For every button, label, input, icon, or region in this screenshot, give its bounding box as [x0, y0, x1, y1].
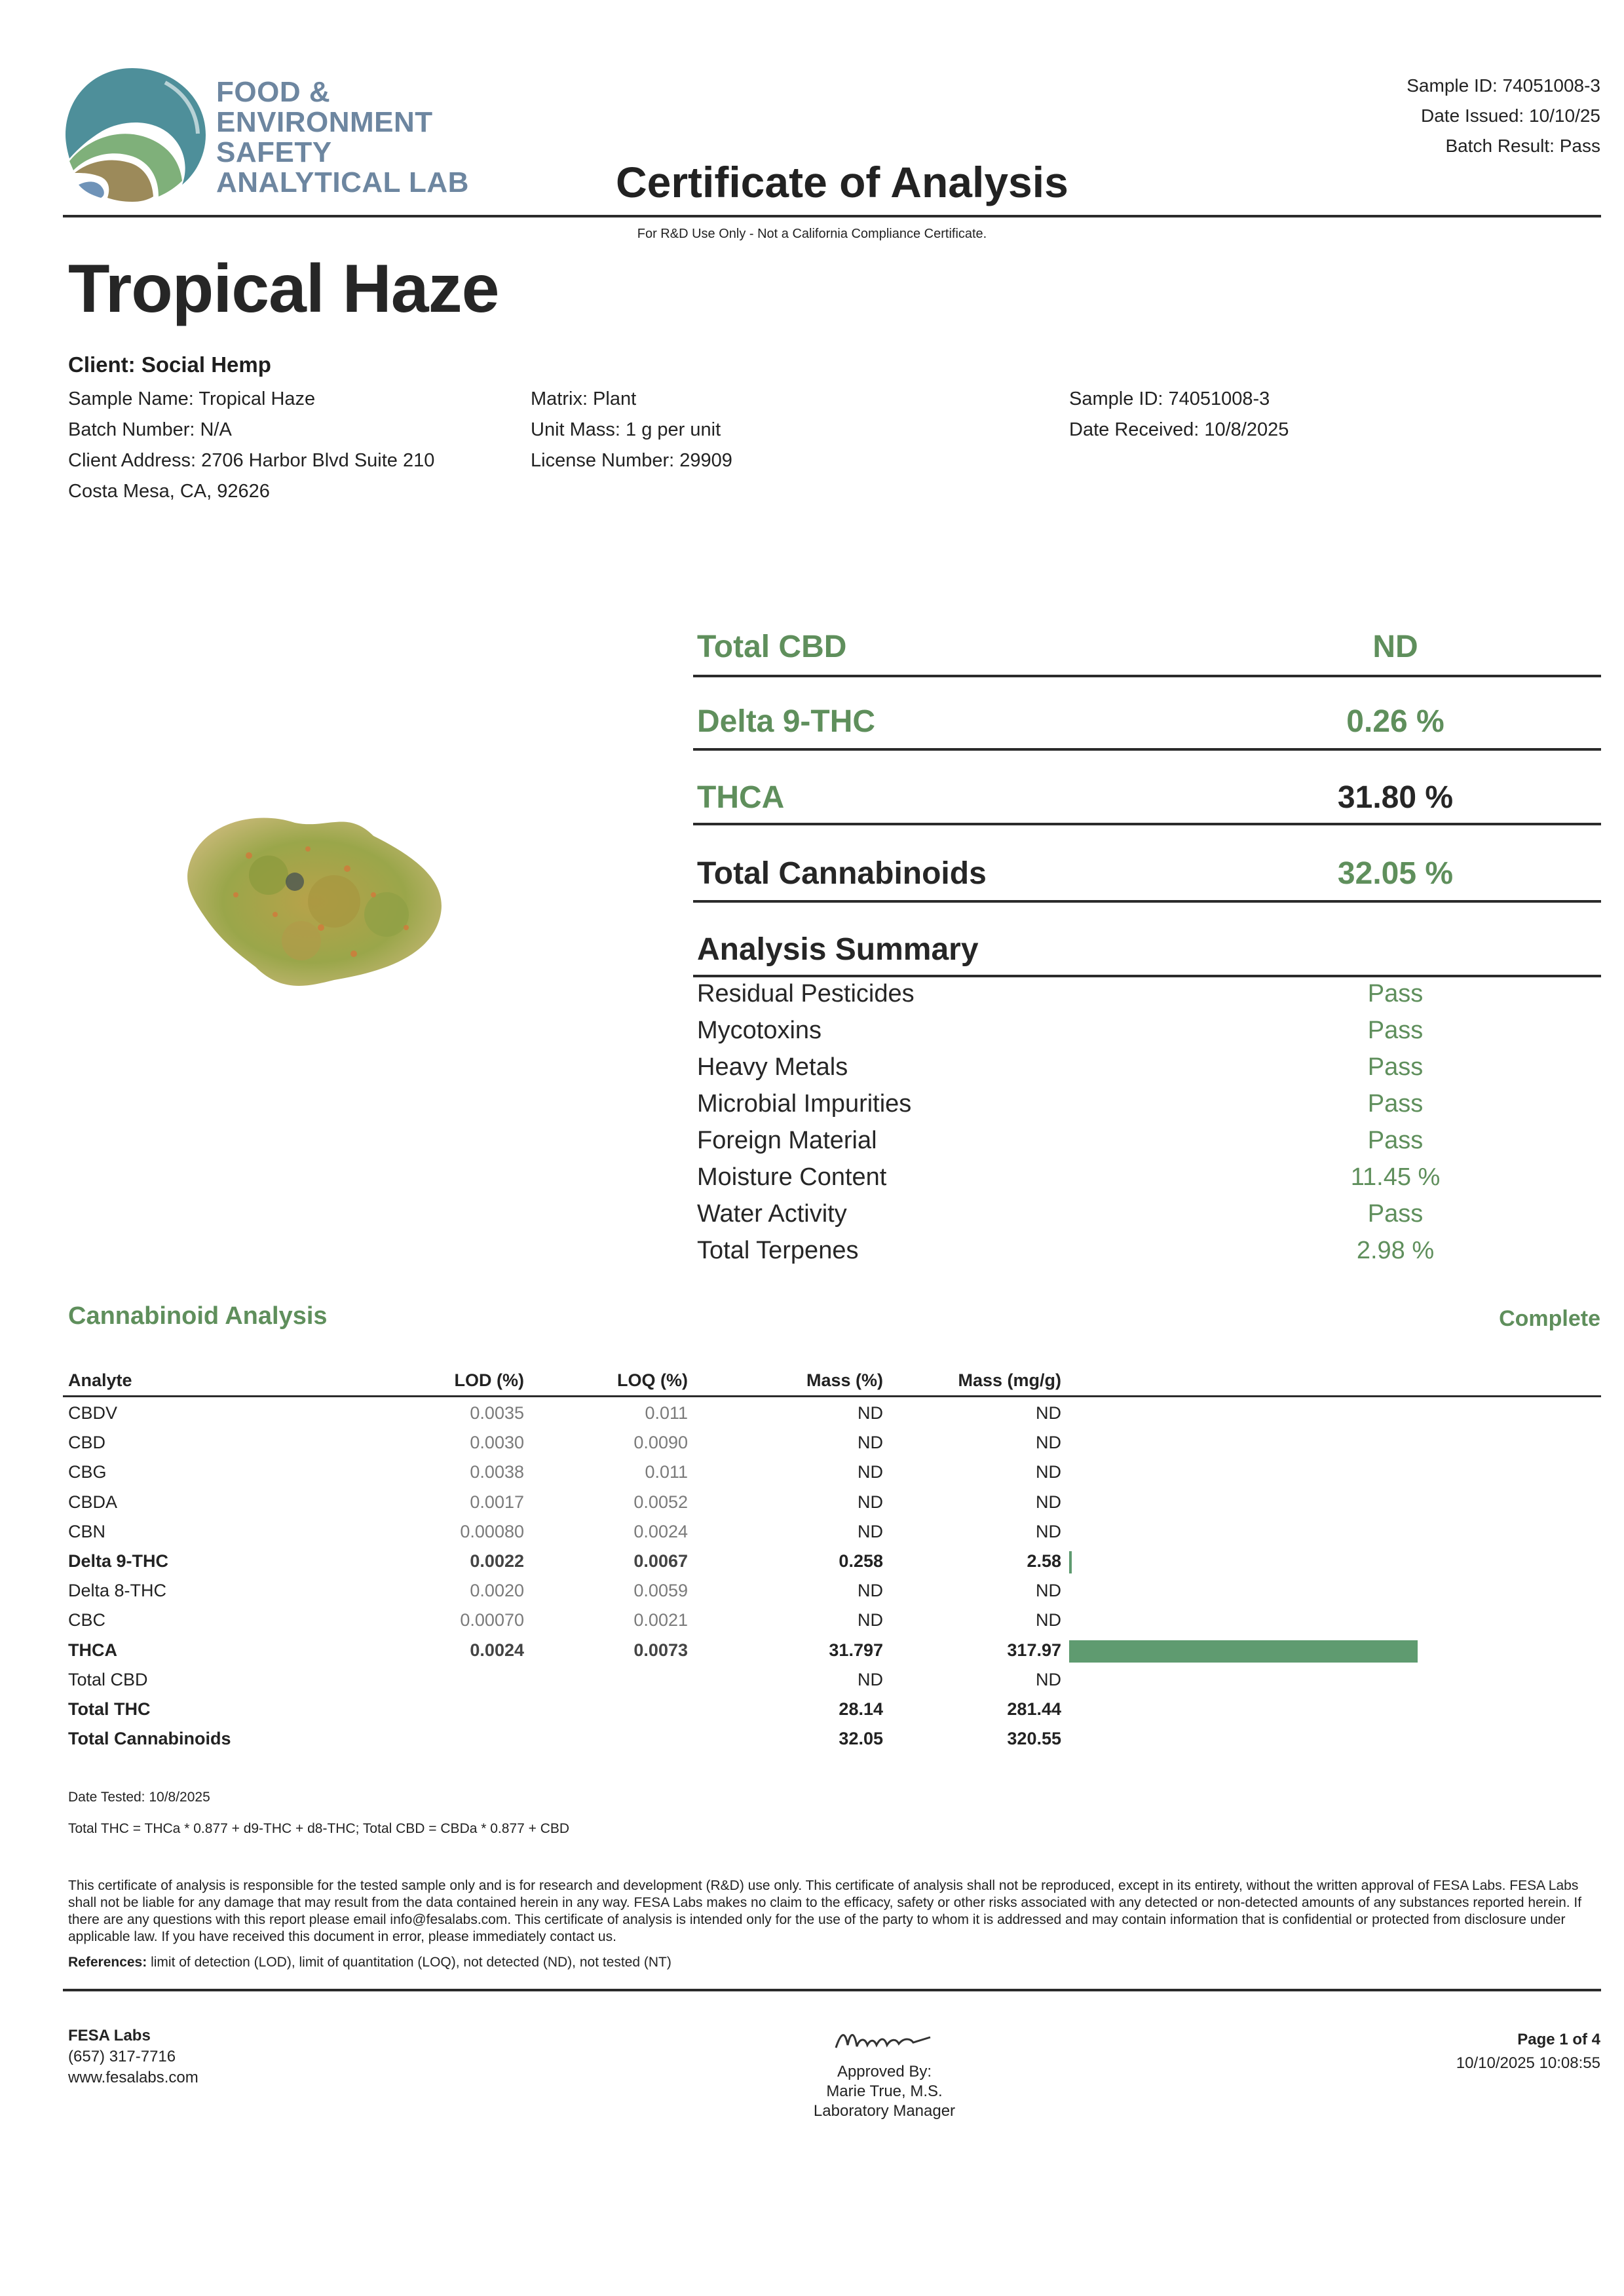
table-row: [0, 1670, 1624, 1699]
lod-cell: 0.00080: [460, 1521, 524, 1541]
mass-mg-cell: 281.44: [1007, 1699, 1061, 1719]
summary-value: 2.98 %: [1356, 1237, 1435, 1264]
summary-value: Pass: [1367, 1200, 1424, 1228]
analyte-cell: THCA: [68, 1640, 117, 1660]
summary-label: Foreign Material: [697, 1127, 877, 1154]
mass-mg-cell: ND: [1036, 1669, 1061, 1689]
highlight-total-cannabinoids-label: Total Cannabinoids: [697, 856, 987, 891]
analyte-cell: Total CBD: [68, 1669, 148, 1689]
summary-value: Pass: [1367, 1127, 1424, 1154]
highlight-divider: [693, 823, 1601, 825]
highlight-thca-label: THCA: [697, 780, 785, 815]
mass-pct-cell: ND: [858, 1521, 883, 1541]
summary-row: [697, 1200, 1601, 1237]
summary-label: Total Terpenes: [697, 1237, 859, 1264]
mass-pct-cell: ND: [858, 1610, 883, 1630]
analyte-cell: CBDA: [68, 1492, 118, 1512]
analyte-cell: CBD: [68, 1433, 106, 1453]
table-row: [0, 1551, 1624, 1581]
table-row: [0, 1433, 1624, 1462]
footer-website: www.fesalabs.com: [68, 2069, 198, 2086]
mass-mg-cell: ND: [1036, 1492, 1061, 1512]
mass-bar: [1069, 1640, 1418, 1663]
lod-cell: 0.0024: [470, 1640, 524, 1660]
summary-value: Pass: [1367, 1090, 1424, 1118]
analyte-cell: Total Cannabinoids: [68, 1729, 231, 1749]
mass-pct-cell: ND: [858, 1492, 883, 1512]
approved-by-label: Approved By:: [837, 2063, 932, 2080]
col-header-mass-pct: Mass (%): [806, 1370, 883, 1390]
summary-value: Pass: [1367, 1017, 1424, 1044]
table-row: [0, 1522, 1624, 1551]
mass-pct-cell: ND: [858, 1669, 883, 1689]
loq-cell: 0.0067: [633, 1551, 688, 1571]
info-line: Matrix: Plant: [531, 388, 637, 409]
header-divider: [63, 215, 1601, 217]
sample-info-column-3: [1069, 384, 1289, 445]
mass-mg-cell: ND: [1036, 1433, 1061, 1453]
lod-cell: 0.0035: [470, 1403, 524, 1423]
product-name: Tropical Haze: [68, 251, 499, 327]
highlight-total-cannabinoids-value: 32.05 %: [1337, 856, 1454, 891]
lab-name-line: ENVIRONMENT: [216, 106, 433, 138]
mass-pct-cell: ND: [858, 1433, 883, 1453]
analysis-status-badge: Complete: [1499, 1306, 1600, 1331]
document-title: Certificate of Analysis: [616, 158, 1068, 206]
loq-cell: 0.0059: [633, 1581, 688, 1601]
product-photo: [177, 783, 459, 1000]
summary-row: [697, 1017, 1601, 1053]
info-line: Costa Mesa, CA, 92626: [68, 481, 270, 502]
summary-label: Heavy Metals: [697, 1053, 848, 1081]
mass-bar: [1069, 1551, 1072, 1573]
mass-mg-cell: ND: [1036, 1462, 1061, 1482]
footer-contact: [68, 2025, 198, 2088]
mass-mg-cell: ND: [1036, 1581, 1061, 1601]
report-timestamp: 10/10/2025 10:08:55: [1456, 2054, 1600, 2072]
header-batch-result: Batch Result: Pass: [1445, 136, 1600, 156]
table-row: [0, 1729, 1624, 1758]
col-header-mass-mg: Mass (mg/g): [958, 1370, 1061, 1390]
references-text: limit of detection (LOD), limit of quantitation (LOQ), not detected (ND), not tested (NT): [151, 1955, 671, 1970]
mass-pct-cell: ND: [858, 1462, 883, 1482]
lod-cell: 0.0020: [470, 1581, 524, 1601]
highlight-divider: [693, 675, 1601, 677]
header-sample-id: Sample ID: 74051008-3: [1407, 75, 1600, 96]
summary-row: [697, 1163, 1601, 1200]
references-label: References:: [68, 1955, 147, 1970]
lod-cell: 0.0022: [470, 1551, 524, 1571]
summary-row: [697, 1090, 1601, 1127]
mass-mg-cell: ND: [1036, 1403, 1061, 1423]
info-line: Sample Name: Tropical Haze: [68, 388, 316, 409]
mass-mg-cell: ND: [1036, 1521, 1061, 1541]
table-row: [0, 1699, 1624, 1729]
lod-cell: 0.0017: [470, 1492, 524, 1512]
analyte-cell: CBC: [68, 1610, 106, 1630]
mass-pct-cell: 32.05: [839, 1729, 883, 1749]
highlight-delta9-label: Delta 9-THC: [697, 704, 876, 739]
summary-row: [697, 1053, 1601, 1090]
mass-mg-cell: 320.55: [1007, 1729, 1061, 1749]
summary-row: [697, 1237, 1601, 1273]
table-header-divider: [63, 1395, 1601, 1397]
total-formula: Total THC = THCa * 0.877 + d9-THC + d8-THC; Total CBD = CBDa * 0.877 + CBD: [68, 1821, 570, 1836]
mass-pct-cell: 28.14: [839, 1699, 883, 1719]
highlight-total-cbd-value: ND: [1372, 630, 1418, 664]
summary-label: Residual Pesticides: [697, 980, 915, 1007]
info-line: Client Address: 2706 Harbor Blvd Suite 210: [68, 450, 435, 471]
footer-page-info: [1456, 2028, 1600, 2075]
approval-block: [747, 2062, 1022, 2121]
table-row: [0, 1610, 1624, 1640]
approver-title: Laboratory Manager: [813, 2102, 956, 2120]
page-number: Page 1 of 4: [1517, 2031, 1600, 2048]
lab-name-line: FOOD &: [216, 76, 331, 108]
header-date-issued: Date Issued: 10/10/25: [1421, 105, 1600, 126]
col-header-lod: LOD (%): [454, 1370, 524, 1390]
analyte-cell: CBDV: [68, 1403, 118, 1423]
summary-row: [697, 980, 1601, 1017]
footer-phone: (657) 317-7716: [68, 2048, 176, 2065]
client-name: Client: Social Hemp: [68, 352, 271, 377]
lod-cell: 0.0030: [470, 1433, 524, 1453]
loq-cell: 0.0052: [633, 1492, 688, 1512]
info-line: Unit Mass: 1 g per unit: [531, 419, 721, 440]
mass-mg-cell: 317.97: [1007, 1640, 1061, 1660]
analyte-cell: Total THC: [68, 1699, 151, 1719]
date-tested: Date Tested: 10/8/2025: [68, 1790, 210, 1805]
loq-cell: 0.0024: [633, 1521, 688, 1541]
summary-divider: [693, 975, 1601, 977]
table-row: [0, 1462, 1624, 1492]
references: [68, 1955, 671, 1970]
sample-info-column-1: [68, 384, 434, 507]
col-header-analyte: Analyte: [68, 1370, 132, 1390]
summary-value: Pass: [1367, 1053, 1424, 1081]
header-meta: [1407, 71, 1600, 161]
info-line: License Number: 29909: [531, 450, 732, 471]
loq-cell: 0.011: [645, 1403, 688, 1423]
analyte-cell: Delta 8-THC: [68, 1581, 167, 1601]
summary-label: Microbial Impurities: [697, 1090, 912, 1118]
mass-mg-cell: 2.58: [1027, 1551, 1061, 1571]
highlight-delta9-value: 0.26 %: [1346, 704, 1445, 739]
mass-mg-cell: ND: [1036, 1610, 1061, 1630]
highlight-divider: [693, 748, 1601, 751]
mass-pct-cell: 31.797: [829, 1640, 883, 1660]
lab-name: [216, 77, 469, 198]
lab-name-line: SAFETY: [216, 136, 332, 168]
info-line: Date Received: 10/8/2025: [1069, 419, 1289, 440]
analyte-cell: CBG: [68, 1462, 107, 1482]
disclaimer-text: This certificate of analysis is responsible for the tested sample only and is for research and development (R&D) use only. This certificate of analysis shall not be reproduced, except in its entirety, without the written approval of FESA Labs. FESA Labs shall not be liable for any damage that may result from the data contained herein in any way. FESA Labs makes no claim to the efficacy, safety or other risks associated with any detected or non-detected amounts of any substances reported herein. If there are any questions with this report please email info@fesalabs.com. This certificate of analysis is intended only for the use of the party to whom it is addressed and may contain information that is confidential or protected from disclosure under applicable law. If you have received this document in error, please immediately contact us.: [68, 1878, 1582, 1944]
summary-row: [697, 1127, 1601, 1163]
highlight-thca-value: 31.80 %: [1337, 780, 1454, 815]
analysis-summary-title: Analysis Summary: [697, 932, 979, 967]
loq-cell: 0.0021: [633, 1610, 688, 1630]
mass-pct-cell: ND: [858, 1581, 883, 1601]
summary-label: Moisture Content: [697, 1163, 887, 1191]
rd-use-note: For R&D Use Only - Not a California Compliance Certificate.: [637, 227, 987, 241]
summary-label: Water Activity: [697, 1200, 847, 1228]
loq-cell: 0.0073: [633, 1640, 688, 1660]
loq-cell: 0.011: [645, 1462, 688, 1482]
lab-logo: [60, 63, 211, 207]
cannabinoid-analysis-title: Cannabinoid Analysis: [68, 1302, 328, 1330]
summary-value: 11.45 %: [1350, 1163, 1441, 1191]
sample-info-column-2: [531, 384, 732, 476]
table-row: [0, 1640, 1624, 1670]
highlight-divider: [693, 900, 1601, 903]
table-row: [0, 1581, 1624, 1610]
approver-name: Marie True, M.S.: [826, 2082, 943, 2100]
footer-divider: [63, 1989, 1601, 1991]
info-line: Sample ID: 74051008-3: [1069, 388, 1270, 409]
table-row: [0, 1492, 1624, 1522]
col-header-loq: LOQ (%): [617, 1370, 688, 1390]
approver-signature: [832, 2019, 937, 2058]
analyte-cell: Delta 9-THC: [68, 1551, 169, 1571]
loq-cell: 0.0090: [633, 1433, 688, 1453]
summary-label: Mycotoxins: [697, 1017, 822, 1044]
lod-cell: 0.0038: [470, 1462, 524, 1482]
footer-company: FESA Labs: [68, 2027, 151, 2044]
mass-pct-cell: 0.258: [839, 1551, 883, 1571]
info-line: Batch Number: N/A: [68, 419, 232, 440]
lab-name-line: ANALYTICAL LAB: [216, 166, 469, 198]
summary-value: Pass: [1367, 980, 1424, 1007]
lod-cell: 0.00070: [460, 1610, 524, 1630]
highlight-total-cbd-label: Total CBD: [697, 630, 847, 664]
mass-pct-cell: ND: [858, 1403, 883, 1423]
analyte-cell: CBN: [68, 1521, 106, 1541]
table-row: [0, 1403, 1624, 1433]
